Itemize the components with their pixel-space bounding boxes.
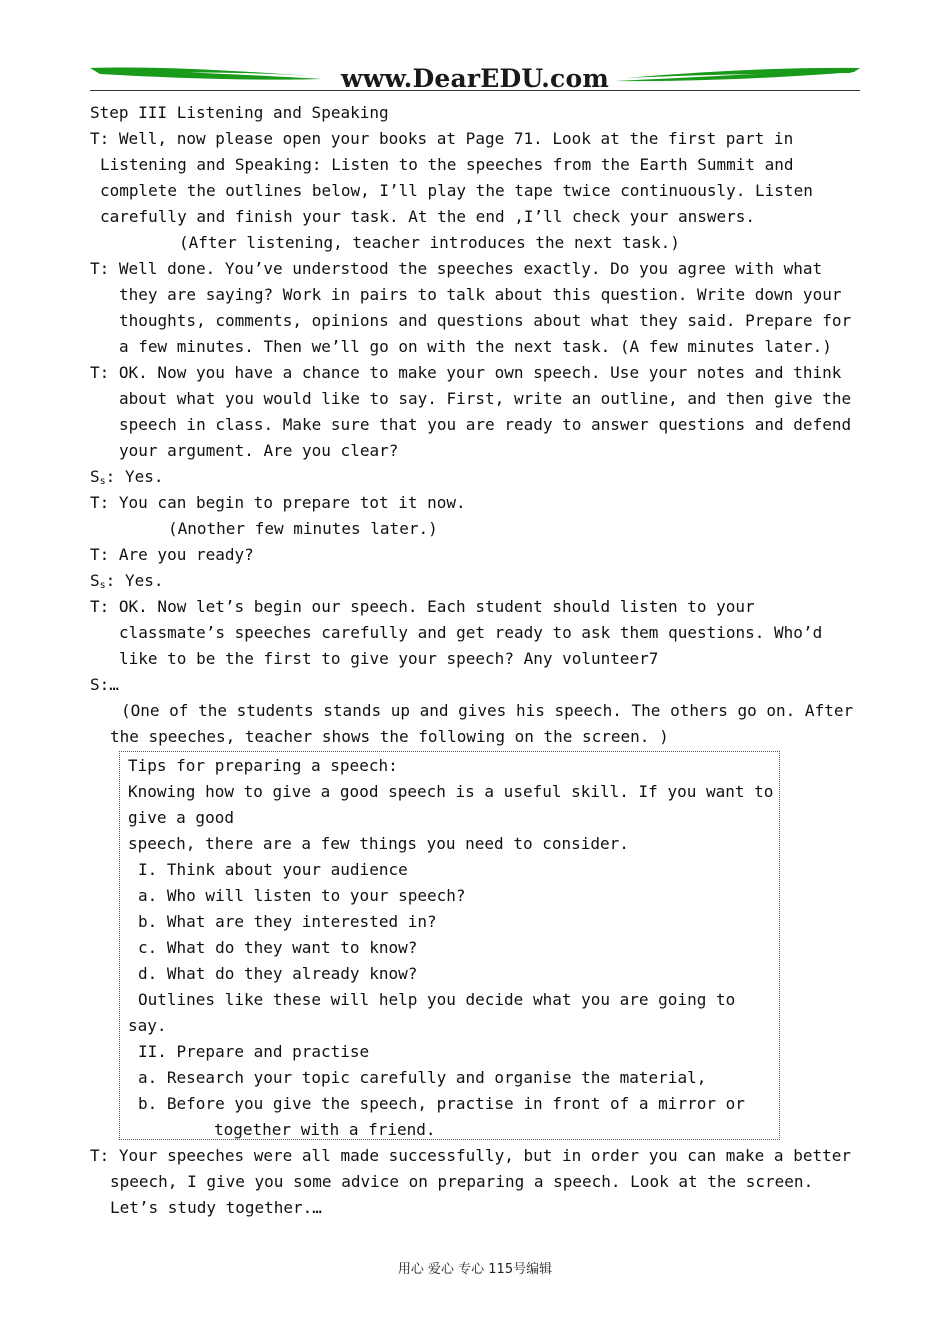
tips-line: give a good bbox=[128, 808, 234, 827]
speaker-label: S bbox=[90, 571, 100, 590]
tips-section-heading: II. Prepare and practise bbox=[138, 1042, 370, 1061]
tips-line: speech, there are a few things you need to consider. bbox=[128, 834, 629, 853]
body-line: classmate’s speeches carefully and get ready to ask them questions. Who’d bbox=[119, 623, 823, 642]
body-line: like to be the first to give your speech? Any volunteer7 bbox=[119, 649, 659, 668]
stage-direction: (After listening, teacher introduces the next task.) bbox=[179, 233, 680, 252]
page-footer: 用心 爱心 专心 115号编辑 bbox=[397, 1262, 553, 1277]
students-reply bbox=[90, 568, 860, 594]
tips-line: Knowing how to give a good speech is a useful skill. If you want to bbox=[128, 782, 774, 801]
body-line: S:… bbox=[90, 675, 119, 694]
document-body bbox=[90, 100, 860, 750]
body-line: T: OK. Now let’s begin our speech. Each student should listen to your bbox=[90, 597, 755, 616]
body-line: Listening and Speaking: Listen to the speeches from the Earth Summit and bbox=[100, 155, 794, 174]
body-line: carefully and finish your task. At the end ,I’ll check your answers. bbox=[100, 207, 756, 226]
body-line: they are saying? Work in pairs to talk about this question. Write down your bbox=[119, 285, 842, 304]
tips-list-item: d. What do they already know? bbox=[138, 964, 418, 983]
closing-text bbox=[90, 1143, 860, 1221]
tips-line: together with a friend. bbox=[214, 1120, 436, 1139]
body-line: about what you would like to say. First, write an outline, and then give the bbox=[119, 389, 852, 408]
body-line: thoughts, comments, opinions and questions about what they said. Prepare for bbox=[119, 311, 852, 330]
body-line: T: Are you ready? bbox=[90, 545, 254, 564]
stage-direction: the speeches, teacher shows the following on the screen. ) bbox=[110, 727, 669, 746]
tips-section-heading: I. Think about your audience bbox=[138, 860, 408, 879]
tips-title: Tips for preparing a speech: bbox=[128, 756, 398, 775]
reply-text: : Yes. bbox=[105, 571, 164, 590]
body-line: T: You can begin to prepare tot it now. bbox=[90, 493, 466, 512]
tips-box bbox=[119, 751, 780, 1140]
speaker-label: S bbox=[90, 467, 100, 486]
speaker-subscript: s bbox=[99, 476, 106, 487]
tips-list-item: a. Who will listen to your speech? bbox=[138, 886, 466, 905]
body-line: complete the outlines below, I’ll play the tape twice continuously. Listen bbox=[100, 181, 813, 200]
body-line: Let’s study together.… bbox=[110, 1198, 322, 1217]
tips-list-item: b. What are they interested in? bbox=[138, 912, 437, 931]
body-line: T: Your speeches were all made successfully, but in order you can make a better bbox=[90, 1146, 851, 1165]
body-line: T: Well, now please open your books at Page 71. Look at the first part in bbox=[90, 129, 794, 148]
tips-list-item: c. What do they want to know? bbox=[138, 938, 418, 957]
tips-line: say. bbox=[128, 1016, 167, 1035]
body-line: T: OK. Now you have a chance to make your own speech. Use your notes and think bbox=[90, 363, 842, 382]
stage-direction: (Another few minutes later.) bbox=[168, 519, 438, 538]
step-heading: Step III Listening and Speaking bbox=[90, 103, 389, 122]
tips-list-item: a. Research your topic carefully and organise the material, bbox=[138, 1068, 707, 1087]
header-divider bbox=[90, 90, 860, 91]
body-line: T: Well done. You’ve understood the speeches exactly. Do you agree with what bbox=[90, 259, 823, 278]
reply-text: : Yes. bbox=[105, 467, 164, 486]
site-name[interactable]: www.DearEDU.com bbox=[340, 64, 609, 93]
body-line: a few minutes. Then we’ll go on with the next task. (A few minutes later.) bbox=[119, 337, 832, 356]
body-line: speech, I give you some advice on preparing a speech. Look at the screen. bbox=[110, 1172, 814, 1191]
body-line: speech in class. Make sure that you are ready to answer questions and defend bbox=[119, 415, 852, 434]
tips-line: Outlines like these will help you decide what you are going to bbox=[138, 990, 736, 1009]
tips-list-item: b. Before you give the speech, practise in front of a mirror or bbox=[138, 1094, 745, 1113]
body-line: your argument. Are you clear? bbox=[119, 441, 399, 460]
speaker-subscript: s bbox=[99, 580, 106, 591]
students-reply bbox=[90, 464, 860, 490]
stage-direction: (One of the students stands up and gives his speech. The others go on. After bbox=[121, 701, 854, 720]
